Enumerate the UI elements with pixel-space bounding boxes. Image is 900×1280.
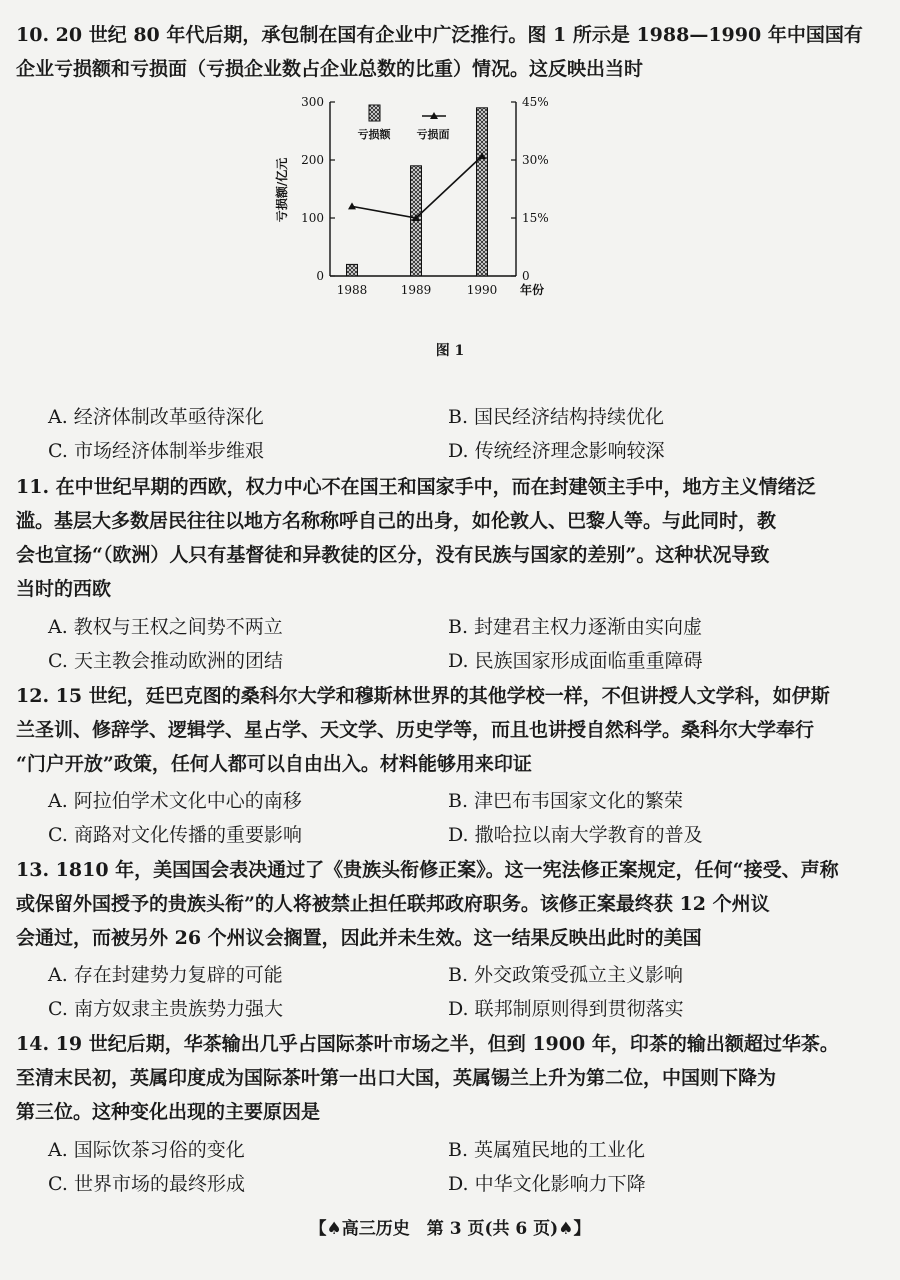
x-tick-label: 1989 (400, 283, 432, 297)
question-text: “门户开放”政策，任何人都可以自由出入。材料能够用来印证 (16, 753, 532, 775)
option-a[interactable]: A. 经济体制改革亟待深化 (48, 406, 264, 428)
y-tick-label: 300 (301, 95, 324, 109)
question-text: 10. 20 世纪 80 年代后期，承包制在国有企业中广泛推行。图 1 所示是 1988—1990 年中国国有 (16, 24, 863, 46)
option-a[interactable]: A. 阿拉伯学术文化中心的南移 (48, 790, 302, 812)
option-a[interactable]: A. 教权与王权之间势不两立 (48, 616, 283, 638)
legend-bar-swatch (369, 105, 380, 121)
option-c[interactable]: C. 市场经济体制举步维艰 (48, 440, 264, 462)
y-tick-label: 200 (301, 153, 324, 167)
question-12 (16, 679, 872, 781)
question-text: 企业亏损额和亏损面（亏损企业数占企业总数的比重）情况。这反映出当时 (16, 58, 644, 80)
option-a[interactable]: A. 国际饮茶习俗的变化 (48, 1139, 245, 1161)
line-point-1988 (348, 202, 356, 209)
y2-tick-label: 15% (522, 211, 549, 225)
y-axis-title: 亏损额/亿元 (275, 157, 289, 223)
y-tick-label: 0 (316, 269, 324, 283)
question-text: 滥。基层大多数居民往往以地方名称称呼自己的出身，如伦敦人、巴黎人等。与此同时，教 (16, 510, 777, 532)
y2-tick-label: 45% (522, 95, 549, 109)
option-c[interactable]: C. 世界市场的最终形成 (48, 1173, 245, 1195)
option-b[interactable]: B. 英属殖民地的工业化 (448, 1139, 646, 1161)
y-tick-label: 100 (301, 211, 324, 225)
bar-1988 (347, 264, 358, 276)
x-tick-label: 1988 (336, 283, 368, 297)
option-a[interactable]: A. 存在封建势力复辟的可能 (48, 964, 283, 986)
question-11 (16, 470, 872, 606)
option-d[interactable]: D. 中华文化影响力下降 (448, 1173, 646, 1195)
option-b[interactable]: B. 津巴布韦国家文化的繁荣 (448, 790, 684, 812)
option-b[interactable]: B. 国民经济结构持续优化 (448, 406, 665, 428)
question-text: 当时的西欧 (16, 578, 112, 600)
option-d[interactable]: D. 传统经济理念影响较深 (448, 440, 665, 462)
options-13 (48, 958, 880, 1026)
figure-1-chart (270, 90, 570, 302)
question-text: 11. 在中世纪早期的西欧，权力中心不在国王和国家手中，而在封建领主手中，地方主义情绪泛 (16, 476, 816, 498)
option-c[interactable]: C. 天主教会推动欧洲的团结 (48, 650, 283, 672)
page-footer: 【♠高三历史 第 3 页(共 6 页)♠】 (309, 1219, 591, 1239)
y2-tick-label: 0 (522, 269, 530, 283)
legend-label-rate: 亏损面 (416, 128, 450, 141)
option-b[interactable]: B. 封建君主权力逐渐由实向虚 (448, 616, 703, 638)
question-14 (16, 1027, 872, 1129)
question-13 (16, 853, 872, 955)
option-c[interactable]: C. 南方奴隶主贵族势力强大 (48, 998, 283, 1020)
question-text: 兰圣训、修辞学、逻辑学、星占学、天文学、历史学等，而且也讲授自然科学。桑科尔大学奉行 (16, 719, 815, 741)
option-c[interactable]: C. 商路对文化传播的重要影响 (48, 824, 302, 846)
options-10 (48, 400, 880, 468)
question-text: 会也宣扬“（欧洲）人只有基督徒和异教徒的区分，没有民族与国家的差别”。这种状况导致 (16, 544, 770, 566)
question-text: 12. 15 世纪，廷巴克图的桑科尔大学和穆斯林世界的其他学校一样，不但讲授人文学科，如伊斯 (16, 685, 830, 707)
options-14 (48, 1133, 880, 1201)
question-text: 至清末民初，英属印度成为国际茶叶第一出口大国，英属锡兰上升为第二位，中国则下降为 (16, 1067, 777, 1089)
x-axis-title: 年份 (520, 283, 545, 297)
option-d[interactable]: D. 民族国家形成面临重重障碍 (448, 650, 703, 672)
figure-caption: 图 1 (435, 343, 465, 359)
question-text: 第三位。这种变化出现的主要原因是 (16, 1101, 321, 1123)
question-text: 14. 19 世纪后期，华茶输出几乎占国际茶叶市场之半，但到 1900 年，印茶的输出额超过华茶。 (16, 1033, 839, 1055)
legend-label-amount: 亏损额 (357, 128, 391, 141)
option-d[interactable]: D. 撒哈拉以南大学教育的普及 (448, 824, 703, 846)
options-12 (48, 784, 880, 852)
question-text: 13. 1810 年，美国国会表决通过了《贵族头衔修正案》。这一宪法修正案规定，任何“接受、声称 (16, 859, 839, 881)
bar-1990 (477, 108, 488, 276)
options-11 (48, 610, 880, 678)
question-10 (16, 18, 872, 86)
option-b[interactable]: B. 外交政策受孤立主义影响 (448, 964, 684, 986)
option-d[interactable]: D. 联邦制原则得到贯彻落实 (448, 998, 684, 1020)
question-text: 或保留外国授予的贵族头衔”的人将被禁止担任联邦政府职务。该修正案最终获 12 个州议 (16, 893, 770, 915)
question-text: 会通过，而被另外 26 个州议会搁置，因此并未生效。这一结果反映出此时的美国 (16, 927, 702, 949)
x-tick-label: 1990 (466, 283, 498, 297)
y2-tick-label: 30% (522, 153, 549, 167)
